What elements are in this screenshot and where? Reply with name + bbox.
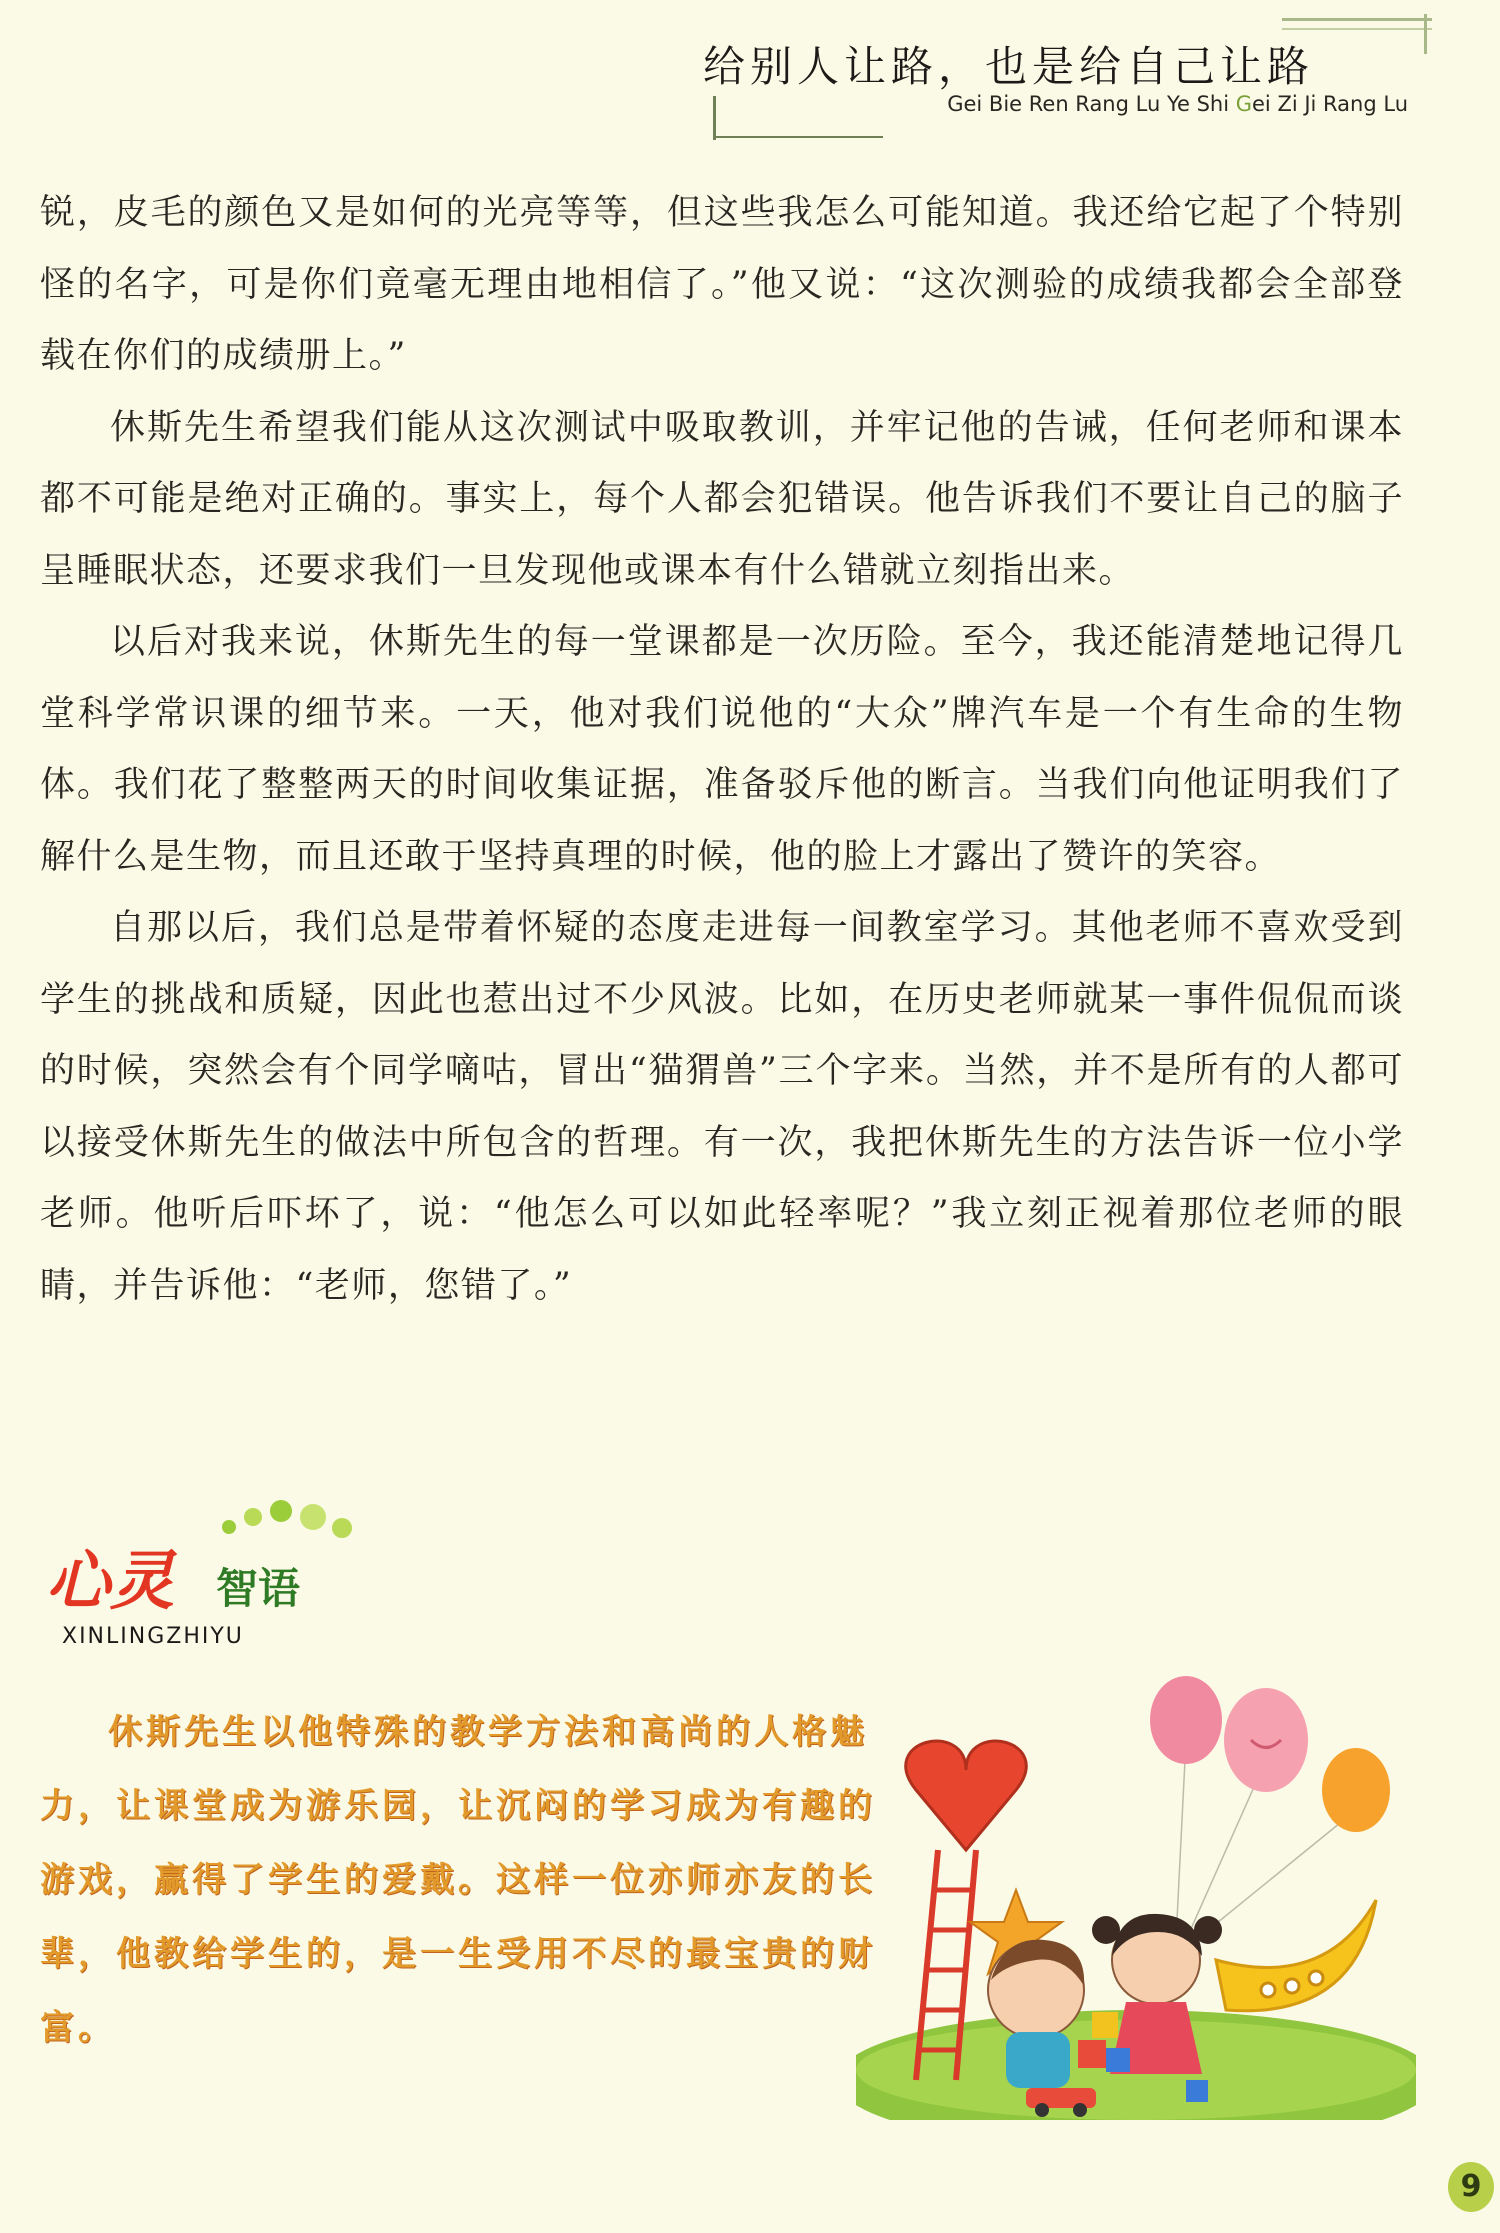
paragraph: 自那以后，我们总是带着怀疑的态度走进每一间教室学习。其他老师不喜欢受到学生的挑战和质疑，因此也惹出过不少风波。比如，在历史老师就某一事件侃侃而谈的时候，突然会有个同学嘀咕，冒出“猫猬兽”三个字来。当然，并不是所有的人都可以接受休斯先生的做法中所包含的哲理。有一次，我把休斯先生的方法告诉一位小学老师。他听后吓坏了，说：“他怎么可以如此轻率呢？”我立刻正视着那位老师的眼睛，并告诉他：“老师，您错了。” [40, 908, 1404, 1306]
paragraph: 以后对我来说，休斯先生的每一堂课都是一次历险。至今，我还能清楚地记得几堂科学常识课的细节来。一天，他对我们说他的“大众”牌汽车是一个有生命的生物体。我们花了整整两天的时间收集证据，准备驳斥他的断言。当我们向他证明我们了解什么是生物，而且还敢于坚持真理的时候，他的脸上才露出了赞许的笑容。 [40, 622, 1404, 877]
logo-text-green: 智语 [216, 1564, 301, 1613]
header-corner-tick [1424, 14, 1427, 54]
header-rule-top [1282, 18, 1432, 21]
paragraph: 锐，皮毛的颜色又是如何的光亮等等，但这些我怎么可能知道。我还给它起了个特别怪的名字，可是你们竟毫无理由地相信了。”他又说：“这次测验的成绩我都会全部登载在你们的成绩册上。” [40, 193, 1404, 376]
article-body [40, 178, 1404, 1322]
logo-pinyin: XINLINGZHIYU [62, 1624, 244, 1649]
section-quote [40, 1695, 880, 2065]
header-bracket-horizontal [713, 136, 883, 138]
running-title: 给别人让路，也是给自己让路 [702, 42, 1314, 91]
paragraph: 休斯先生希望我们能从这次测试中吸取教训，并牢记他的告诫，任何老师和课本都不可能是绝对正确的。事实上，每个人都会犯错误。他告诉我们不要让自己的脑子呈睡眠状态，还要求我们一旦发现他或课本有什么错就立刻指出来。 [40, 407, 1404, 591]
running-title-pinyin [947, 92, 1408, 116]
page-number: 9 [1448, 2162, 1494, 2212]
section-logo [46, 1500, 366, 1650]
children-playing-illustration [856, 1660, 1416, 2120]
quote-text: 休斯先生以他特殊的教学方法和高尚的人格魅力，让课堂成为游乐园，让沉闷的学习成为有趣的游戏，赢得了学生的爱戴。这样一位亦师亦友的长辈，他教给学生的，是一生受用不尽的最宝贵的财富。 [40, 1712, 876, 2048]
header-rule-top-thin [1282, 28, 1432, 30]
pinyin-part-1: Gei Bie Ren Rang Lu Ye Shi [947, 92, 1236, 116]
header-bracket-vertical [713, 96, 716, 140]
pinyin-part-2: G [1235, 92, 1253, 116]
logo-text-red: 心灵 [46, 1544, 174, 1619]
pinyin-part-3: ei Zi Ji Rang Lu [1252, 92, 1408, 116]
